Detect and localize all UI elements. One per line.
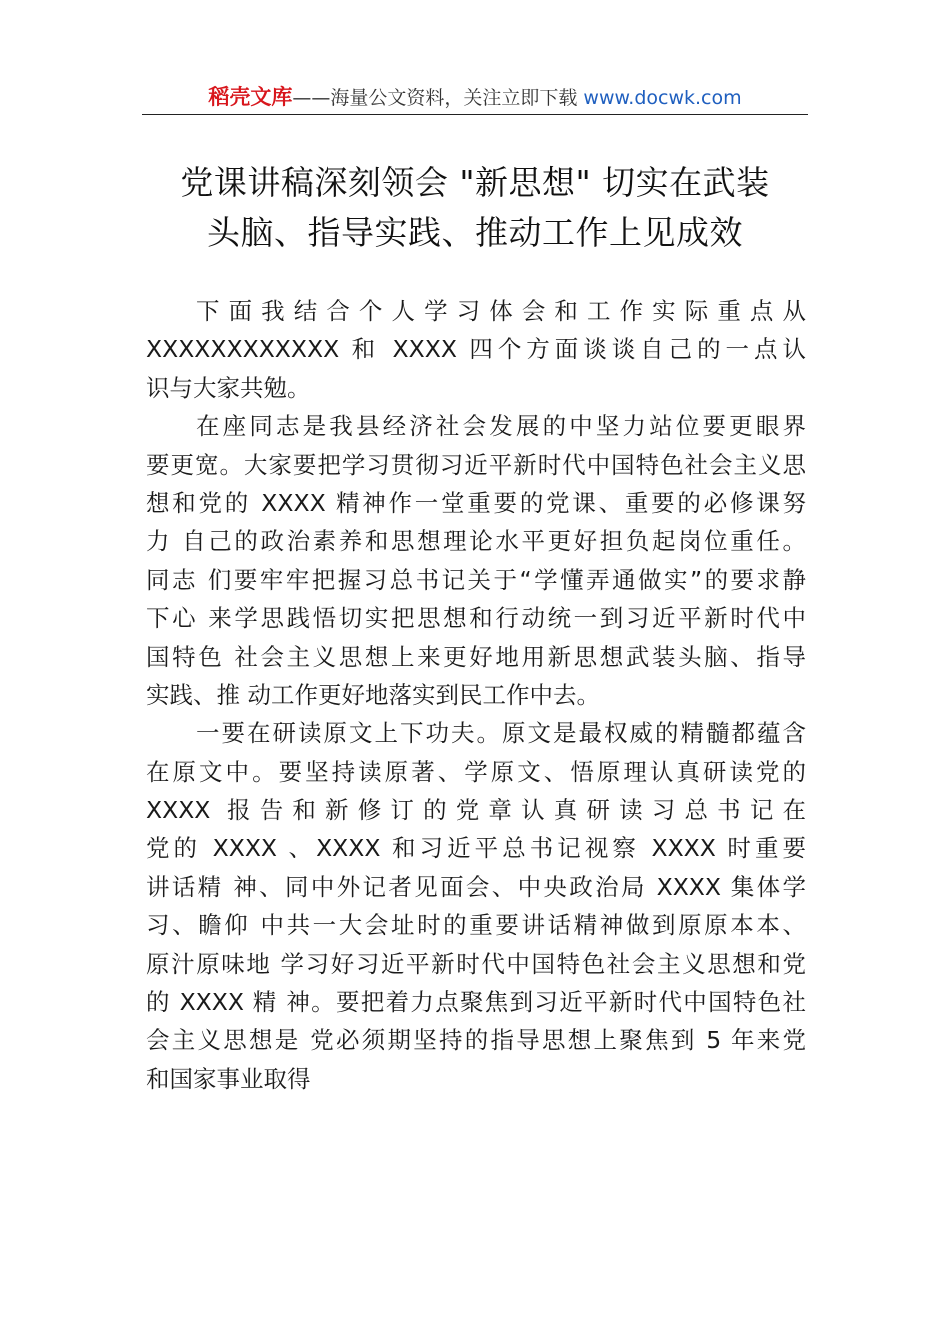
text-line: 要更宽。大家要把学习贯彻习近平新时代中国特色社会主义思 [146,450,806,479]
text-line: 同志 们要牢牢把握习总书记关于“学懂弄通做实”的要求静 [146,565,806,594]
text-line: 在座同志是我县经济社会发展的中坚力站位要更眼界 [196,412,806,441]
text-line: 讲话精 神、同中外记者见面会、中央政治局 XXXX 集体学 [146,872,806,901]
document-title [142,158,808,258]
paragraph-3 [146,714,806,1098]
text-line: 原汁原味地 学习好习近平新时代中国特色社会主义思想和党 [146,949,806,978]
text-line: 在原文中。要坚持读原著、学原文、悟原理认真研读党的 [146,757,806,786]
page-header [142,82,808,114]
text-line: XXXX 报告和新修订的党章认真研读习总书记在 [146,796,806,825]
text-line: XXXXXXXXXXXX 和 XXXX 四个方面谈谈自己的一点认 [146,335,806,364]
text-line: 力 自己的政治素养和思想理论水平更好担负起岗位重任。 [146,527,806,556]
paragraph-2 [146,407,806,714]
text-line: 国特色 社会主义思想上来更好地用新思想武装头脑、指导 [146,642,806,671]
text-line: 和国家事业取得 [146,1064,311,1093]
header-slogan: ——海量公文资料，关注立即下载 [292,87,584,109]
text-line: 一要在研读原文上下功夫。原文是最权威的精髓都蕴含 [196,719,806,748]
text-line: 想和党的 XXXX 精神作一堂重要的党课、重要的必修课努 [146,488,806,517]
site-link[interactable]: www.docwk.com [583,87,742,109]
text-line: 习、瞻仰 中共一大会址时的重要讲话精神做到原原本本、 [146,911,806,940]
text-line: 下心 来学思践悟切实把思想和行动统一到习近平新时代中 [146,604,806,633]
title-line-1: 党课讲稿深刻领会 "新思想" 切实在武装 [180,163,770,202]
brand-name: 稻壳文库 [208,85,293,109]
text-line: 实践、推 动工作更好地落实到民工作中去。 [146,680,600,709]
header-divider [142,114,808,115]
title-line-2: 头脑、指导实践、推动工作上见成效 [207,213,743,252]
paragraph-1 [146,292,806,407]
document-body [146,292,806,1098]
text-line: 识与大家共勉。 [146,373,311,402]
text-line: 的 XXXX 精 神。要把着力点聚焦到习近平新时代中国特色社 [146,988,806,1017]
text-line: 党的 XXXX 、XXXX 和习近平总书记视察 XXXX 时重要 [146,834,806,863]
text-line: 下面我结合个人学习体会和工作实际重点从 [196,297,806,325]
text-line: 会主义思想是 党必须期坚持的指导思想上聚焦到 5 年来党 [146,1026,806,1055]
